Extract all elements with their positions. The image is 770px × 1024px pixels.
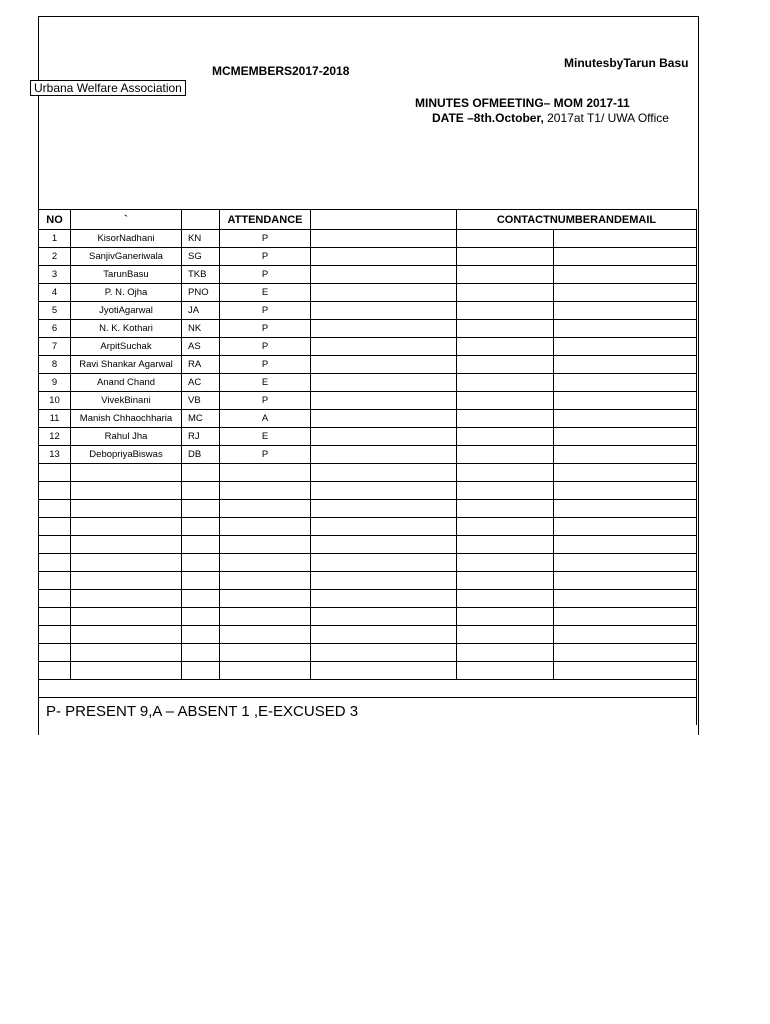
empty-cell (71, 608, 182, 626)
contact-cell (457, 410, 554, 428)
organization-name: Urbana Welfare Association (30, 80, 186, 96)
member-attendance: P (220, 230, 311, 248)
empty-cell (220, 644, 311, 662)
table-row (39, 392, 697, 410)
empty-cell (71, 482, 182, 500)
empty-cell (39, 662, 71, 680)
empty-cell (71, 536, 182, 554)
empty-cell (311, 482, 457, 500)
empty-cell (311, 248, 457, 266)
empty-cell (457, 536, 554, 554)
table-row (39, 374, 697, 392)
table-row (39, 446, 697, 464)
member-code: TKB (182, 266, 220, 284)
col-contact-header: CONTACTNUMBERANDEMAIL (457, 210, 697, 230)
email-cell (554, 338, 697, 356)
empty-row (39, 518, 697, 536)
col-no-header: NO (39, 210, 71, 230)
empty-cell (220, 464, 311, 482)
member-code: KN (182, 230, 220, 248)
empty-cell (311, 374, 457, 392)
member-name: JyotiAgarwal (71, 302, 182, 320)
email-cell (554, 248, 697, 266)
empty-cell (182, 464, 220, 482)
attendance-summary: P- PRESENT 9,A – ABSENT 1 ,E-EXCUSED 3 (39, 698, 697, 726)
empty-cell (220, 500, 311, 518)
member-code: AS (182, 338, 220, 356)
member-name: TarunBasu (71, 266, 182, 284)
empty-cell (311, 572, 457, 590)
empty-cell (39, 536, 71, 554)
contact-cell (457, 356, 554, 374)
empty-cell (220, 482, 311, 500)
member-no: 1 (39, 230, 71, 248)
table-row (39, 428, 697, 446)
empty-cell (554, 644, 697, 662)
contact-cell (457, 230, 554, 248)
attendance-table (38, 209, 697, 725)
empty-row (39, 536, 697, 554)
table-row (39, 356, 697, 374)
empty-cell (39, 608, 71, 626)
email-cell (554, 446, 697, 464)
empty-cell (554, 554, 697, 572)
email-cell (554, 284, 697, 302)
empty-cell (182, 500, 220, 518)
empty-cell (71, 572, 182, 590)
empty-cell (457, 644, 554, 662)
member-code: DB (182, 446, 220, 464)
empty-cell (39, 464, 71, 482)
spacer-cell (39, 680, 697, 698)
email-cell (554, 374, 697, 392)
table-row (39, 230, 697, 248)
table-row (39, 302, 697, 320)
table-row (39, 338, 697, 356)
empty-cell (311, 554, 457, 572)
col-attendance-header: ATTENDANCE (220, 210, 311, 230)
mom-title: MINUTES OFMEETING– MOM 2017-11 (415, 96, 630, 110)
member-no: 3 (39, 266, 71, 284)
empty-cell (311, 284, 457, 302)
empty-cell (457, 500, 554, 518)
empty-cell (554, 572, 697, 590)
empty-cell (39, 626, 71, 644)
empty-row (39, 626, 697, 644)
empty-cell (220, 572, 311, 590)
member-code: JA (182, 302, 220, 320)
empty-cell (182, 662, 220, 680)
empty-cell (554, 464, 697, 482)
empty-cell (39, 482, 71, 500)
empty-cell (457, 590, 554, 608)
member-code: RJ (182, 428, 220, 446)
empty-cell (311, 518, 457, 536)
empty-cell (311, 302, 457, 320)
empty-row (39, 662, 697, 680)
contact-cell (457, 320, 554, 338)
member-code: AC (182, 374, 220, 392)
empty-row (39, 644, 697, 662)
empty-cell (554, 500, 697, 518)
table-row (39, 320, 697, 338)
empty-cell (311, 266, 457, 284)
col-code-header (182, 210, 220, 230)
empty-cell (182, 572, 220, 590)
email-cell (554, 266, 697, 284)
member-attendance: P (220, 266, 311, 284)
empty-cell (220, 608, 311, 626)
empty-cell (71, 500, 182, 518)
empty-cell (311, 230, 457, 248)
email-cell (554, 320, 697, 338)
empty-cell (220, 590, 311, 608)
empty-row (39, 554, 697, 572)
member-no: 5 (39, 302, 71, 320)
email-cell (554, 410, 697, 428)
member-name: ArpitSuchak (71, 338, 182, 356)
empty-cell (39, 572, 71, 590)
member-code: VB (182, 392, 220, 410)
empty-cell (554, 626, 697, 644)
empty-cell (182, 536, 220, 554)
member-code: RA (182, 356, 220, 374)
empty-row (39, 464, 697, 482)
empty-cell (457, 482, 554, 500)
member-code: NK (182, 320, 220, 338)
empty-cell (554, 482, 697, 500)
empty-row (39, 482, 697, 500)
member-no: 9 (39, 374, 71, 392)
member-attendance: A (220, 410, 311, 428)
empty-cell (554, 518, 697, 536)
empty-cell (220, 662, 311, 680)
empty-cell (182, 518, 220, 536)
member-attendance: P (220, 248, 311, 266)
date-bold: DATE –8th.October, (432, 111, 544, 125)
empty-cell (39, 518, 71, 536)
member-name: Anand Chand (71, 374, 182, 392)
empty-cell (39, 590, 71, 608)
member-code: MC (182, 410, 220, 428)
member-attendance: E (220, 374, 311, 392)
contact-cell (457, 248, 554, 266)
empty-cell (71, 554, 182, 572)
empty-cell (457, 554, 554, 572)
table-header-row (39, 210, 697, 230)
empty-cell (457, 608, 554, 626)
spacer-row (39, 680, 697, 698)
empty-row (39, 500, 697, 518)
empty-cell (220, 518, 311, 536)
contact-cell (457, 338, 554, 356)
member-attendance: P (220, 446, 311, 464)
empty-cell (71, 464, 182, 482)
empty-cell (39, 554, 71, 572)
empty-cell (311, 392, 457, 410)
member-name: P. N. Ojha (71, 284, 182, 302)
empty-cell (311, 644, 457, 662)
empty-cell (311, 500, 457, 518)
empty-cell (554, 608, 697, 626)
member-attendance: P (220, 392, 311, 410)
meeting-date (432, 111, 669, 125)
empty-cell (71, 518, 182, 536)
empty-cell (71, 626, 182, 644)
member-attendance: P (220, 338, 311, 356)
empty-cell (182, 482, 220, 500)
empty-cell (311, 626, 457, 644)
contact-cell (457, 428, 554, 446)
member-code: PNO (182, 284, 220, 302)
email-cell (554, 428, 697, 446)
member-attendance: P (220, 356, 311, 374)
member-no: 6 (39, 320, 71, 338)
empty-cell (457, 518, 554, 536)
empty-cell (457, 572, 554, 590)
mc-members-title: MCMEMBERS2017-2018 (212, 64, 350, 78)
member-attendance: P (220, 320, 311, 338)
empty-cell (457, 626, 554, 644)
member-name: SanjivGaneriwala (71, 248, 182, 266)
member-name: VivekBinani (71, 392, 182, 410)
empty-cell (71, 590, 182, 608)
summary-row (39, 698, 697, 726)
table-row (39, 266, 697, 284)
empty-cell (457, 464, 554, 482)
contact-cell (457, 302, 554, 320)
empty-cell (311, 590, 457, 608)
member-no: 11 (39, 410, 71, 428)
member-attendance: E (220, 428, 311, 446)
member-no: 12 (39, 428, 71, 446)
empty-cell (311, 464, 457, 482)
member-no: 13 (39, 446, 71, 464)
empty-cell (554, 662, 697, 680)
contact-cell (457, 374, 554, 392)
empty-cell (220, 626, 311, 644)
contact-cell (457, 446, 554, 464)
empty-cell (39, 500, 71, 518)
member-no: 4 (39, 284, 71, 302)
empty-cell (71, 644, 182, 662)
contact-cell (457, 266, 554, 284)
date-location: 2017at T1/ UWA Office (543, 111, 669, 125)
empty-cell (311, 320, 457, 338)
member-no: 8 (39, 356, 71, 374)
table-row (39, 410, 697, 428)
empty-cell (554, 590, 697, 608)
empty-cell (311, 446, 457, 464)
empty-cell (311, 536, 457, 554)
empty-cell (554, 536, 697, 554)
member-name: KisorNadhani (71, 230, 182, 248)
empty-cell (457, 662, 554, 680)
table-row (39, 248, 697, 266)
empty-cell (311, 356, 457, 374)
empty-cell (71, 662, 182, 680)
member-no: 2 (39, 248, 71, 266)
empty-cell (311, 662, 457, 680)
email-cell (554, 392, 697, 410)
empty-cell (311, 338, 457, 356)
minutes-author: MinutesbyTarun Basu (564, 56, 689, 70)
contact-cell (457, 284, 554, 302)
member-name: N. K. Kothari (71, 320, 182, 338)
email-cell (554, 356, 697, 374)
table-row (39, 284, 697, 302)
member-attendance: P (220, 302, 311, 320)
empty-cell (182, 644, 220, 662)
col-name-header: ` (71, 210, 182, 230)
email-cell (554, 302, 697, 320)
empty-row (39, 572, 697, 590)
empty-cell (311, 410, 457, 428)
contact-cell (457, 392, 554, 410)
empty-cell (311, 608, 457, 626)
member-name: Manish Chhaochharia (71, 410, 182, 428)
empty-cell (311, 428, 457, 446)
member-name: DebopriyaBiswas (71, 446, 182, 464)
col-blank-header (311, 210, 457, 230)
member-attendance: E (220, 284, 311, 302)
empty-cell (182, 626, 220, 644)
email-cell (554, 230, 697, 248)
empty-cell (182, 554, 220, 572)
empty-row (39, 608, 697, 626)
empty-cell (220, 554, 311, 572)
member-no: 7 (39, 338, 71, 356)
member-no: 10 (39, 392, 71, 410)
empty-cell (182, 608, 220, 626)
member-code: SG (182, 248, 220, 266)
member-name: Rahul Jha (71, 428, 182, 446)
empty-cell (220, 536, 311, 554)
member-name: Ravi Shankar Agarwal (71, 356, 182, 374)
empty-cell (39, 644, 71, 662)
empty-cell (182, 590, 220, 608)
empty-row (39, 590, 697, 608)
